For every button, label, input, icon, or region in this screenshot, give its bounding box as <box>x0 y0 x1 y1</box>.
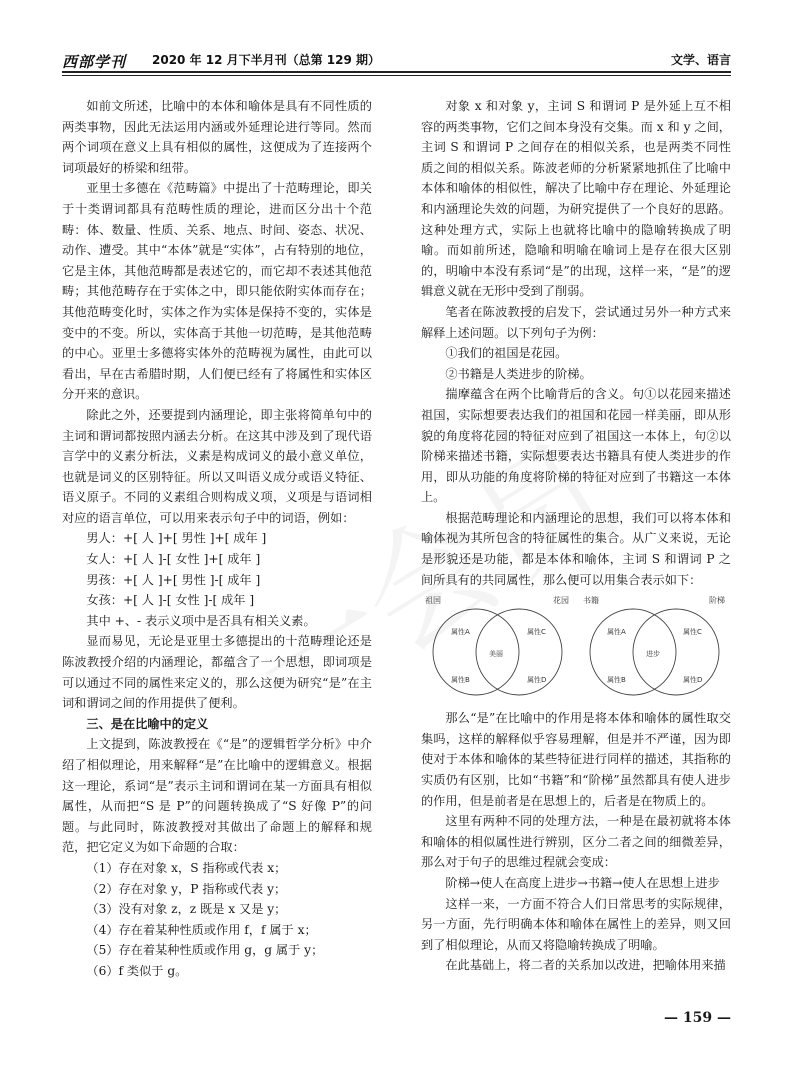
condition-item: （4）存在着某种性质或作用 f，f 属于 x； <box>86 922 317 937</box>
paragraph: 显而易见，无论是亚里士多德提出的十范畴理论还是陈波教授介绍的内涵理论，都蕴含了一个思想，即词项是可以通过不同的属性来定义的，那么这便为研究“是”在主词和谓词之间的作用提供了便利。 <box>62 634 372 711</box>
paragraph: 那么“是”在比喻中的作用是将本体和喻体的属性取交集吗，这样的解释似乎容易理解，但是并不严谨，因为即使对于本体和喻体的某些特征进行同样的描述，其指称的实质仍有区别，比如“书籍”和“阶梯”虽然都具有使人进步的作用，但是前者是在思想上的，后者是在物质上的。 <box>421 711 731 808</box>
set-label: 花园 <box>553 596 569 606</box>
condition-item: （5）存在着某种性质或作用 g，g 属于 y； <box>86 943 324 958</box>
example-sentence: ①我们的祖国是花园。 <box>445 346 568 361</box>
condition-item: （6）f 类似于 g。 <box>86 963 188 978</box>
venn-left <box>425 595 569 695</box>
set-label: 祖国 <box>425 596 441 606</box>
venn-figure <box>421 594 731 702</box>
paragraph: 揣摩蕴含在两个比喻背后的含义。句①以花园来描述祖国，实际想要表达我们的祖国和花园一样美丽，即从形貌的角度将花园的特征对应到了祖国这一本体上，句②以阶梯来描述书籍，实际想要表达书籍具有使人类进步的作用，即从功能的角度将阶梯的特征对应到了书籍这一本体上。 <box>421 387 731 505</box>
feature-line: 女人：+[ 人 ]-[ 女性 ]+[ 成年 ] <box>86 552 261 567</box>
paragraph: 上文提到，陈波教授在《“是”的逻辑哲学分析》中介绍了相似理论，用来解释“是”在比喻中的逻辑意义。根据这一理论，系词“是”表示主词和谓词在某一方面具有相似属性，从而把“S 是 P”的问题转换成了“S 好像 P”的问题。与此同时，陈波教授对其做出了命题上的解释和规范，把它定义为如下命题的合取： <box>62 737 372 855</box>
attribute-label: 属性B <box>607 676 626 685</box>
paragraph: 笔者在陈波教授的启发下，尝试通过另外一种方式来解释上述问题。以下列句子为例： <box>421 304 731 340</box>
shared-attribute: 进步 <box>646 650 660 659</box>
reasoning-chain: 阶梯→使人在高度上进步→书籍→使人在思想上进步 <box>445 876 720 890</box>
example-sentence: ②书籍是人类进步的阶梯。 <box>445 366 592 381</box>
attribute-label: 属性B <box>451 676 470 685</box>
paragraph: 这里有两种不同的处理方法，一种是在最初就将本体和喻体的相似属性进行辨别，区分二者之间的细微差异，那么对于句子的思维过程就会变成： <box>421 814 731 870</box>
paragraph: 如前文所述，比喻中的本体和喻体是具有不同性质的两类事物，因此无法运用内涵或外延理论进行等同。然而两个词项在意义上具有相似的属性，这便成为了连接两个词项最好的桥梁和纽带。 <box>62 99 372 175</box>
venn-diagram <box>421 594 731 702</box>
condition-item: （1）存在对象 x，S 指称或代表 x； <box>86 860 287 875</box>
journal-logo: 西部学刊 <box>62 53 127 71</box>
attribute-label: 属性A <box>607 628 626 637</box>
shared-attribute: 美丽 <box>489 650 503 659</box>
attribute-label: 属性D <box>683 676 703 685</box>
condition-item: （2）存在对象 y，P 指称或代表 y； <box>86 881 287 896</box>
paragraph: 除此之外，还要提到内涵理论，即主张将简单句中的主词和谓词都按照内涵去分析。在这其中涉及到了现代语言学中的义素分析法，义素是构成词义的最小意义单位，也就是词义的区别特征。所以又叫语义成分或语义特征、语义原子。不同的义素组合则构成义项，义项是与语词相对应的语言单位，可以用来表示句子中的词语，例如： <box>62 407 372 525</box>
header-rule <box>62 71 731 73</box>
condition-item: （3）没有对象 z，z 既是 x 又是 y； <box>86 902 287 917</box>
paragraph: 其中 +、- 表示义项中是否具有相关义素。 <box>86 613 316 628</box>
attribute-label: 属性D <box>527 676 547 685</box>
attribute-label: 属性C <box>683 628 702 637</box>
feature-line: 男孩：+[ 人 ]+[ 男性 ]-[ 成年 ] <box>86 572 261 587</box>
paragraph: 这样一来，一方面不符合人们日常思考的实际规律，另一方面，先行明确本体和喻体在属性上的差异，则又回到了相似理论，从而又将隐喻转换成了明喻。 <box>421 896 731 952</box>
header-rule-thin <box>62 75 731 76</box>
venn-right <box>583 595 725 695</box>
paragraph: 在此基础上，将二者的关系加以改进，把喻体用来描 <box>445 958 726 973</box>
section-heading: 三、是在比喻中的定义 <box>86 716 209 731</box>
feature-line: 女孩：+[ 人 ]-[ 女性 ]-[ 成年 ] <box>86 593 255 608</box>
page-number: — 159 — <box>664 1010 731 1026</box>
page-header <box>62 44 731 76</box>
set-label: 书籍 <box>583 596 599 606</box>
paragraph: 根据范畴理论和内涵理论的思想，我们可以将本体和喻体视为其所包含的特征属性的集合。从广义来说，无论是形貌还是功能，都是本体和喻体，主词 S 和谓词 P 之间所具有的共同属性，那么便可以用集合表示如下： <box>421 510 731 587</box>
issue-info: 2020 年 12 月下半月刊（总第 129 期） <box>152 53 381 67</box>
section-title: 文学、语言 <box>670 53 731 67</box>
attribute-label: 属性C <box>527 628 546 637</box>
attribute-label: 属性A <box>451 628 470 637</box>
right-column <box>421 96 731 976</box>
paragraph: 亚里士多德在《范畴篇》中提出了十范畴理论，即关于十类谓词都具有范畴性质的理论，进而区分出十个范畴：体、数量、性质、关系、地点、时间、姿态、状况、动作、遭受。其中“本体”就是“实体”，占有特别的地位，它是主体，其他范畴都是表述它的，而它却不表述其他范畴；其他范畴存在于实体之中，即只能依附实体而存在；其他范畴变化时，实体之作为实体是保持不变的，实体是变中的不变。所以，实体高于其他一切范畴，是其他范畴的中心。亚里士多德将实体外的范畴视为属性，由此可以看出，早在古希腊时期，人们便已经有了将属性和实体区分开来的意识。 <box>62 181 372 402</box>
set-label: 阶梯 <box>709 596 725 606</box>
paragraph: 对象 x 和对象 y，主词 S 和谓词 P 是外延上互不相容的两类事物，它们之间本身没有交集。而 x 和 y 之间，主词 S 和谓词 P 之间存在的相似关系，也是两类不同性质之间的相似关系。陈波老师的分析紧紧地抓住了比喻中本体和喻体的相似性，解决了比喻中存在理论、外延理论和内涵理论失效的问题，为研究提供了一个良好的思路。这种处理方式，实际上也就将比喻中的隐喻转换成了明喻。而如前所述，隐喻和明喻在喻词上是存在很大区别的，明喻中本没有系词“是”的出现，这样一来，“是”的逻辑意义就在无形中受到了削弱。 <box>421 99 731 299</box>
left-column <box>62 96 372 982</box>
feature-line: 男人：+[ 人 ]+[ 男性 ]+[ 成年 ] <box>86 531 267 546</box>
